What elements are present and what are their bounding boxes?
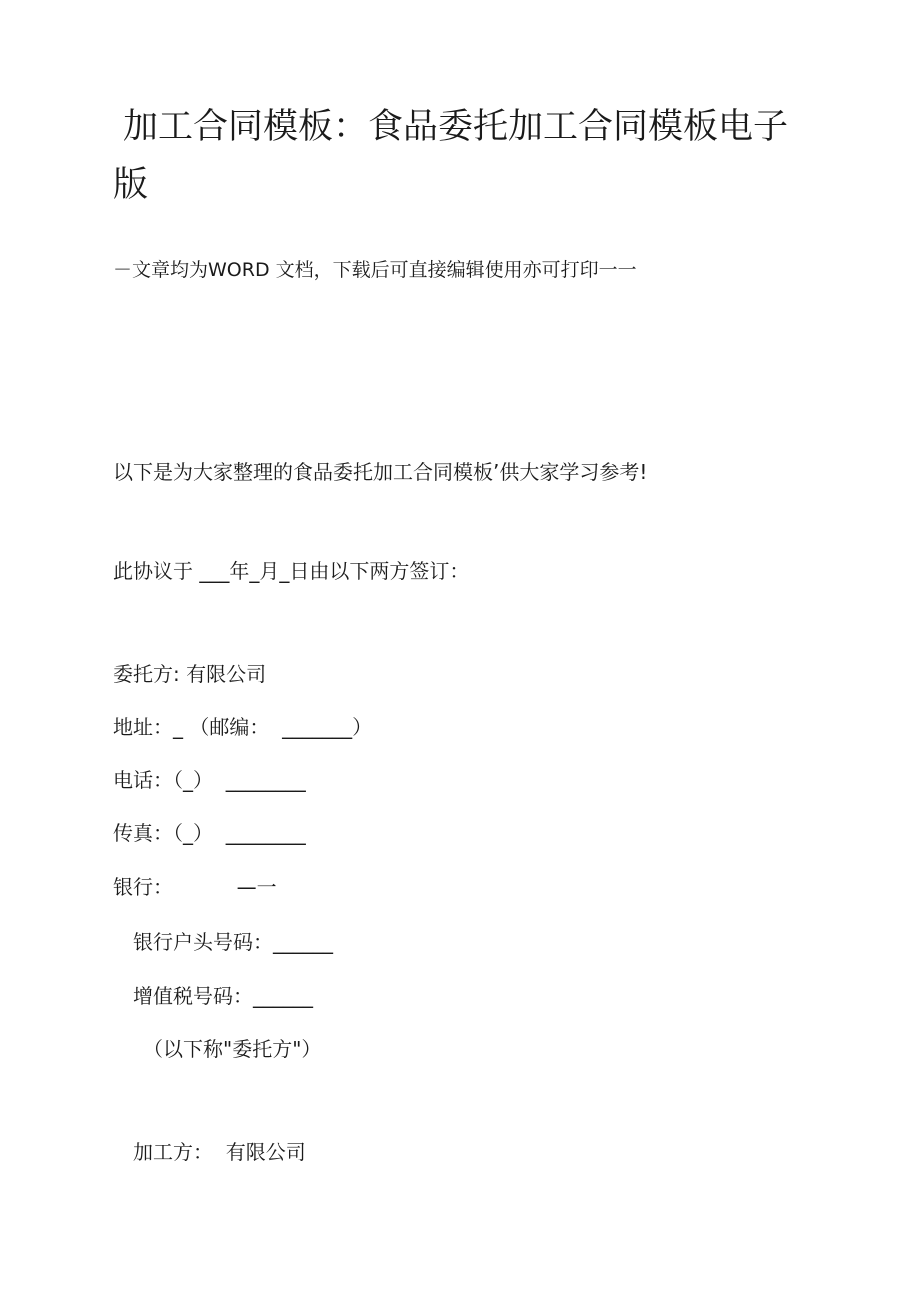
client-phone: 电话：（_） ________: [113, 768, 306, 792]
intro-text: 以下是为大家整理的食品委托加工合同模板’供大家学习参考!: [113, 460, 648, 484]
document-title: 加工合同模板：食品委托加工合同模板电子版: [113, 107, 789, 205]
client-bank: 银行： —一: [113, 875, 277, 899]
document-subtitle: －文章均为WORD 文档，下载后可直接编辑使用亦可打印一一: [113, 259, 637, 281]
client-alias: （以下称"委托方"）: [143, 1037, 322, 1061]
processor-name: 加工方： 有限公司: [133, 1140, 306, 1164]
client-name: 委托方: 有限公司: [113, 662, 267, 686]
client-address: 地址：_ （邮编： _______）: [113, 715, 373, 739]
client-vat-number: 增值税号码：______: [133, 984, 313, 1008]
agreement-date-line: 此协议于 ___年_月_日由以下两方签订：: [113, 559, 470, 583]
client-fax: 传真：（_） ________: [113, 821, 306, 845]
client-bank-account: 银行户头号码：______: [133, 930, 333, 954]
